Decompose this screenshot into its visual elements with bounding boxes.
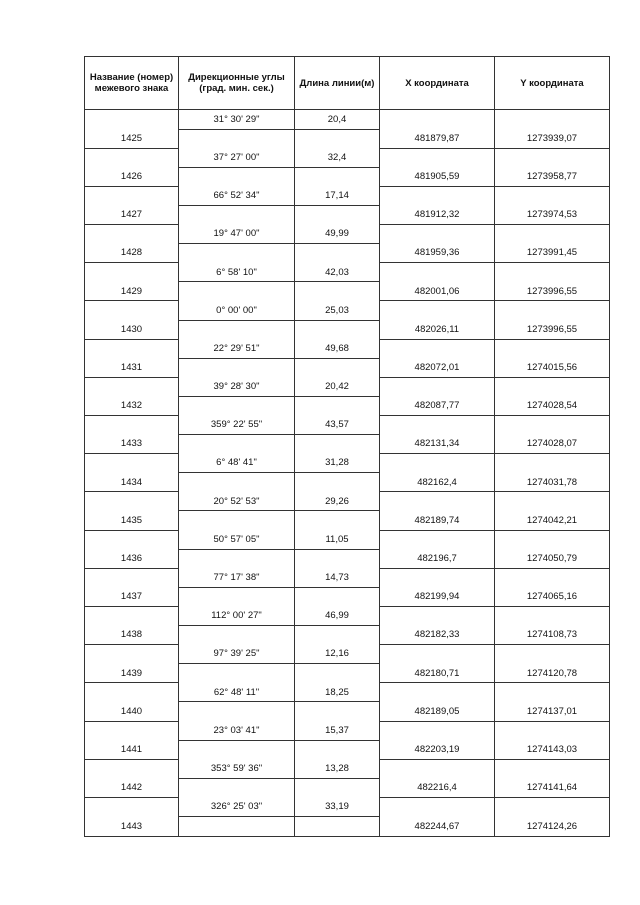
line-length-cell: 49,99 (295, 225, 380, 244)
empty-cell (295, 816, 380, 836)
bearing-angle-cell: 326° 25' 03" (179, 797, 295, 816)
empty-cell (85, 263, 179, 282)
y-coordinate-cell: 1273958,77 (495, 167, 610, 186)
point-row (85, 664, 610, 683)
empty-cell (295, 167, 380, 186)
empty-cell (295, 511, 380, 530)
line-length-cell: 20,42 (295, 377, 380, 396)
bearing-angle-cell: 0° 00' 00" (179, 301, 295, 320)
point-row (85, 129, 610, 148)
segment-row (85, 148, 610, 167)
segment-row (85, 110, 610, 130)
empty-cell (179, 205, 295, 224)
line-length-cell: 42,03 (295, 263, 380, 282)
empty-cell (85, 492, 179, 511)
x-coordinate-cell: 481912,32 (380, 205, 495, 224)
header-x-coordinate: X координата (380, 57, 495, 110)
empty-cell (179, 664, 295, 683)
bearing-angle-cell: 23° 03' 41" (179, 721, 295, 740)
empty-cell (380, 148, 495, 167)
bearing-angle-cell: 31° 30' 29" (179, 110, 295, 130)
segment-row (85, 759, 610, 778)
empty-cell (495, 148, 610, 167)
empty-cell (295, 549, 380, 568)
empty-cell (495, 454, 610, 473)
y-coordinate-cell: 1273991,45 (495, 244, 610, 263)
empty-cell (380, 759, 495, 778)
empty-cell (295, 587, 380, 606)
empty-cell (380, 568, 495, 587)
empty-cell (85, 186, 179, 205)
empty-cell (495, 110, 610, 130)
table-header-row (85, 57, 610, 110)
point-name-cell: 1433 (85, 435, 179, 454)
point-row (85, 320, 610, 339)
empty-cell (295, 282, 380, 301)
empty-cell (495, 225, 610, 244)
y-coordinate-cell: 1273974,53 (495, 205, 610, 224)
empty-cell (495, 186, 610, 205)
line-length-cell: 32,4 (295, 148, 380, 167)
y-coordinate-cell: 1274028,07 (495, 435, 610, 454)
x-coordinate-cell: 482162,4 (380, 473, 495, 492)
point-name-cell: 1440 (85, 702, 179, 721)
bearing-angle-cell: 39° 28' 30" (179, 377, 295, 396)
x-coordinate-cell: 482072,01 (380, 358, 495, 377)
empty-cell (295, 435, 380, 454)
table-body (85, 110, 610, 837)
segment-row (85, 530, 610, 549)
bearing-angle-cell: 6° 48' 41" (179, 454, 295, 473)
segment-row (85, 416, 610, 435)
x-coordinate-cell: 482001,06 (380, 282, 495, 301)
empty-cell (380, 301, 495, 320)
header-line-length: Длина линии(м) (295, 57, 380, 110)
empty-cell (179, 167, 295, 186)
segment-row (85, 645, 610, 664)
y-coordinate-cell: 1274042,21 (495, 511, 610, 530)
point-row (85, 816, 610, 836)
empty-cell (380, 377, 495, 396)
empty-cell (380, 492, 495, 511)
empty-cell (85, 606, 179, 625)
point-row (85, 358, 610, 377)
y-coordinate-cell: 1274028,54 (495, 396, 610, 415)
point-name-cell: 1427 (85, 205, 179, 224)
line-length-cell: 14,73 (295, 568, 380, 587)
line-length-cell: 20,4 (295, 110, 380, 130)
empty-cell (179, 358, 295, 377)
point-name-cell: 1436 (85, 549, 179, 568)
x-coordinate-cell: 482199,94 (380, 587, 495, 606)
empty-cell (179, 549, 295, 568)
empty-cell (85, 683, 179, 702)
point-name-cell: 1435 (85, 511, 179, 530)
y-coordinate-cell: 1274065,16 (495, 587, 610, 606)
x-coordinate-cell: 482182,33 (380, 626, 495, 645)
bearing-angle-cell: 50° 57' 05" (179, 530, 295, 549)
bearing-angle-cell: 20° 52' 53" (179, 492, 295, 511)
y-coordinate-cell: 1273996,55 (495, 320, 610, 339)
empty-cell (85, 645, 179, 664)
line-length-cell: 33,19 (295, 797, 380, 816)
point-name-cell: 1438 (85, 626, 179, 645)
y-coordinate-cell: 1273996,55 (495, 282, 610, 301)
empty-cell (85, 759, 179, 778)
header-bearing-angle: Дирекционные углы (град. мин. сек.) (179, 57, 295, 110)
point-row (85, 702, 610, 721)
point-row (85, 205, 610, 224)
segment-row (85, 454, 610, 473)
empty-cell (295, 320, 380, 339)
empty-cell (495, 721, 610, 740)
point-name-cell: 1431 (85, 358, 179, 377)
empty-cell (295, 396, 380, 415)
empty-cell (380, 606, 495, 625)
empty-cell (85, 721, 179, 740)
boundary-points-table (84, 56, 610, 837)
point-name-cell: 1439 (85, 664, 179, 683)
x-coordinate-cell: 482180,71 (380, 664, 495, 683)
point-row (85, 396, 610, 415)
line-length-cell: 31,28 (295, 454, 380, 473)
bearing-angle-cell: 97° 39' 25" (179, 645, 295, 664)
segment-row (85, 339, 610, 358)
point-name-cell: 1430 (85, 320, 179, 339)
segment-row (85, 186, 610, 205)
point-row (85, 473, 610, 492)
empty-cell (179, 396, 295, 415)
empty-cell (380, 645, 495, 664)
x-coordinate-cell: 482216,4 (380, 778, 495, 797)
empty-cell (295, 740, 380, 759)
y-coordinate-cell: 1274124,26 (495, 816, 610, 836)
empty-cell (495, 301, 610, 320)
empty-cell (179, 511, 295, 530)
bearing-angle-cell: 37° 27' 00" (179, 148, 295, 167)
empty-cell (85, 530, 179, 549)
empty-cell (85, 377, 179, 396)
empty-cell (380, 683, 495, 702)
empty-cell (295, 205, 380, 224)
point-name-cell: 1442 (85, 778, 179, 797)
x-coordinate-cell: 482026,11 (380, 320, 495, 339)
point-row (85, 587, 610, 606)
empty-cell (85, 225, 179, 244)
header-y-coordinate: Y координата (495, 57, 610, 110)
point-name-cell: 1426 (85, 167, 179, 186)
y-coordinate-cell: 1274031,78 (495, 473, 610, 492)
empty-cell (179, 702, 295, 721)
empty-cell (179, 244, 295, 263)
empty-cell (380, 225, 495, 244)
y-coordinate-cell: 1274015,56 (495, 358, 610, 377)
y-coordinate-cell: 1274108,73 (495, 626, 610, 645)
segment-row (85, 797, 610, 816)
line-length-cell: 18,25 (295, 683, 380, 702)
point-name-cell: 1437 (85, 587, 179, 606)
empty-cell (295, 473, 380, 492)
empty-cell (85, 148, 179, 167)
empty-cell (495, 263, 610, 282)
y-coordinate-cell: 1274120,78 (495, 664, 610, 683)
line-length-cell: 13,28 (295, 759, 380, 778)
point-row (85, 511, 610, 530)
empty-cell (380, 263, 495, 282)
y-coordinate-cell: 1274143,03 (495, 740, 610, 759)
line-length-cell: 25,03 (295, 301, 380, 320)
empty-cell (380, 186, 495, 205)
point-row (85, 435, 610, 454)
x-coordinate-cell: 482087,77 (380, 396, 495, 415)
empty-cell (85, 797, 179, 816)
y-coordinate-cell: 1274141,64 (495, 778, 610, 797)
bearing-angle-cell: 62° 48' 11" (179, 683, 295, 702)
empty-cell (495, 797, 610, 816)
line-length-cell: 46,99 (295, 606, 380, 625)
empty-cell (495, 606, 610, 625)
empty-cell (85, 416, 179, 435)
empty-cell (179, 778, 295, 797)
x-coordinate-cell: 482131,34 (380, 435, 495, 454)
point-row (85, 549, 610, 568)
point-row (85, 626, 610, 645)
empty-cell (295, 358, 380, 377)
empty-cell (380, 721, 495, 740)
empty-cell (295, 129, 380, 148)
line-length-cell: 17,14 (295, 186, 380, 205)
point-name-cell: 1432 (85, 396, 179, 415)
point-row (85, 740, 610, 759)
x-coordinate-cell: 482189,05 (380, 702, 495, 721)
empty-cell (495, 339, 610, 358)
bearing-angle-cell: 112° 00' 27" (179, 606, 295, 625)
empty-cell (495, 683, 610, 702)
header-point-name: Название (номер) межевого знака (85, 57, 179, 110)
segment-row (85, 301, 610, 320)
empty-cell (380, 797, 495, 816)
line-length-cell: 12,16 (295, 645, 380, 664)
empty-cell (295, 244, 380, 263)
point-name-cell: 1425 (85, 129, 179, 148)
y-coordinate-cell: 1273939,07 (495, 129, 610, 148)
empty-cell (85, 568, 179, 587)
line-length-cell: 43,57 (295, 416, 380, 435)
empty-cell (495, 645, 610, 664)
bearing-angle-cell: 19° 47' 00" (179, 225, 295, 244)
empty-cell (179, 587, 295, 606)
bearing-angle-cell: 77° 17' 38" (179, 568, 295, 587)
empty-cell (380, 339, 495, 358)
empty-cell (495, 416, 610, 435)
bearing-angle-cell: 66° 52' 34" (179, 186, 295, 205)
empty-cell (179, 282, 295, 301)
line-length-cell: 29,26 (295, 492, 380, 511)
segment-row (85, 568, 610, 587)
x-coordinate-cell: 482189,74 (380, 511, 495, 530)
empty-cell (179, 816, 295, 836)
empty-cell (495, 530, 610, 549)
segment-row (85, 225, 610, 244)
empty-cell (295, 702, 380, 721)
line-length-cell: 15,37 (295, 721, 380, 740)
empty-cell (179, 740, 295, 759)
bearing-angle-cell: 353° 59' 36" (179, 759, 295, 778)
empty-cell (295, 664, 380, 683)
empty-cell (85, 301, 179, 320)
point-name-cell: 1434 (85, 473, 179, 492)
line-length-cell: 11,05 (295, 530, 380, 549)
empty-cell (85, 454, 179, 473)
empty-cell (495, 759, 610, 778)
empty-cell (179, 626, 295, 645)
line-length-cell: 49,68 (295, 339, 380, 358)
empty-cell (85, 110, 179, 130)
empty-cell (380, 454, 495, 473)
empty-cell (495, 568, 610, 587)
point-name-cell: 1428 (85, 244, 179, 263)
segment-row (85, 721, 610, 740)
empty-cell (179, 473, 295, 492)
x-coordinate-cell: 482203,19 (380, 740, 495, 759)
x-coordinate-cell: 481905,59 (380, 167, 495, 186)
segment-row (85, 377, 610, 396)
segment-row (85, 606, 610, 625)
segment-row (85, 492, 610, 511)
empty-cell (295, 626, 380, 645)
y-coordinate-cell: 1274137,01 (495, 702, 610, 721)
point-name-cell: 1441 (85, 740, 179, 759)
point-row (85, 282, 610, 301)
point-row (85, 244, 610, 263)
empty-cell (380, 530, 495, 549)
x-coordinate-cell: 482244,67 (380, 816, 495, 836)
empty-cell (179, 320, 295, 339)
bearing-angle-cell: 6° 58' 10" (179, 263, 295, 282)
document-page (84, 56, 609, 837)
empty-cell (495, 492, 610, 511)
x-coordinate-cell: 481959,36 (380, 244, 495, 263)
empty-cell (495, 377, 610, 396)
empty-cell (179, 435, 295, 454)
x-coordinate-cell: 482196,7 (380, 549, 495, 568)
segment-row (85, 683, 610, 702)
bearing-angle-cell: 359° 22' 55" (179, 416, 295, 435)
empty-cell (380, 110, 495, 130)
empty-cell (295, 778, 380, 797)
segment-row (85, 263, 610, 282)
x-coordinate-cell: 481879,87 (380, 129, 495, 148)
point-row (85, 167, 610, 186)
point-name-cell: 1429 (85, 282, 179, 301)
empty-cell (85, 339, 179, 358)
empty-cell (380, 416, 495, 435)
point-row (85, 778, 610, 797)
y-coordinate-cell: 1274050,79 (495, 549, 610, 568)
empty-cell (179, 129, 295, 148)
point-name-cell: 1443 (85, 816, 179, 836)
bearing-angle-cell: 22° 29' 51" (179, 339, 295, 358)
